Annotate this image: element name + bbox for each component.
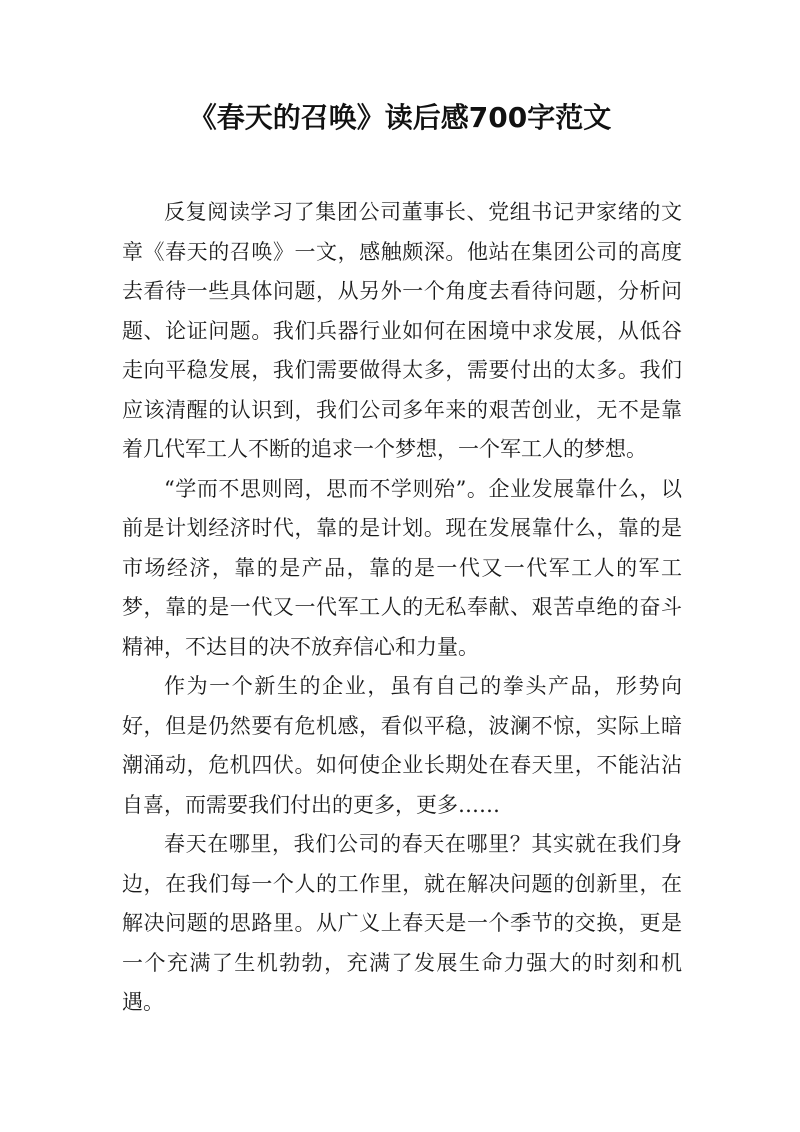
document-title: 《春天的召唤》读后感700字范文 <box>188 101 612 134</box>
paragraph: 作为一个新生的企业，虽有自己的拳头产品，形势向好，但是仍然要有危机感，看似平稳，波澜不惊，实际上暗潮涌动，危机四伏。如何使企业长期处在春天里，不能沾沾自喜，而需要我们付出的更多，更多…… <box>122 674 682 817</box>
paragraph: 反复阅读学习了集团公司董事长、党组书记尹家绪的文章《春天的召唤》一文，感触颇深。他站在集团公司的高度去看待一些具体问题，从另外一个角度去看待问题，分析问题、论证问题。我们兵器行业如何在困境中求发展，从低谷走向平稳发展，我们需要做得太多，需要付出的太多。我们应该清醒的认识到，我们公司多年来的艰苦创业，无不是靠着几代军工人不断的追求一个梦想，一个军工人的梦想。 <box>122 200 682 461</box>
document-body <box>122 193 682 1023</box>
paragraph: “学而不思则罔，思而不学则殆”。企业发展靠什么，以前是计划经济时代，靠的是计划。现在发展靠什么，靠的是市场经济，靠的是产品，靠的是一代又一代军工人的军工梦，靠的是一代又一代军工人的无私奉献、艰苦卓绝的奋斗精神，不达目的决不放弃信心和力量。 <box>122 476 682 659</box>
paragraph: 春天在哪里，我们公司的春天在哪里？其实就在我们身边，在我们每一个人的工作里，就在解决问题的创新里，在解决问题的思路里。从广义上春天是一个季节的交换，更是一个充满了生机勃勃，充满了发展生命力强大的时刻和机遇。 <box>122 832 682 1014</box>
